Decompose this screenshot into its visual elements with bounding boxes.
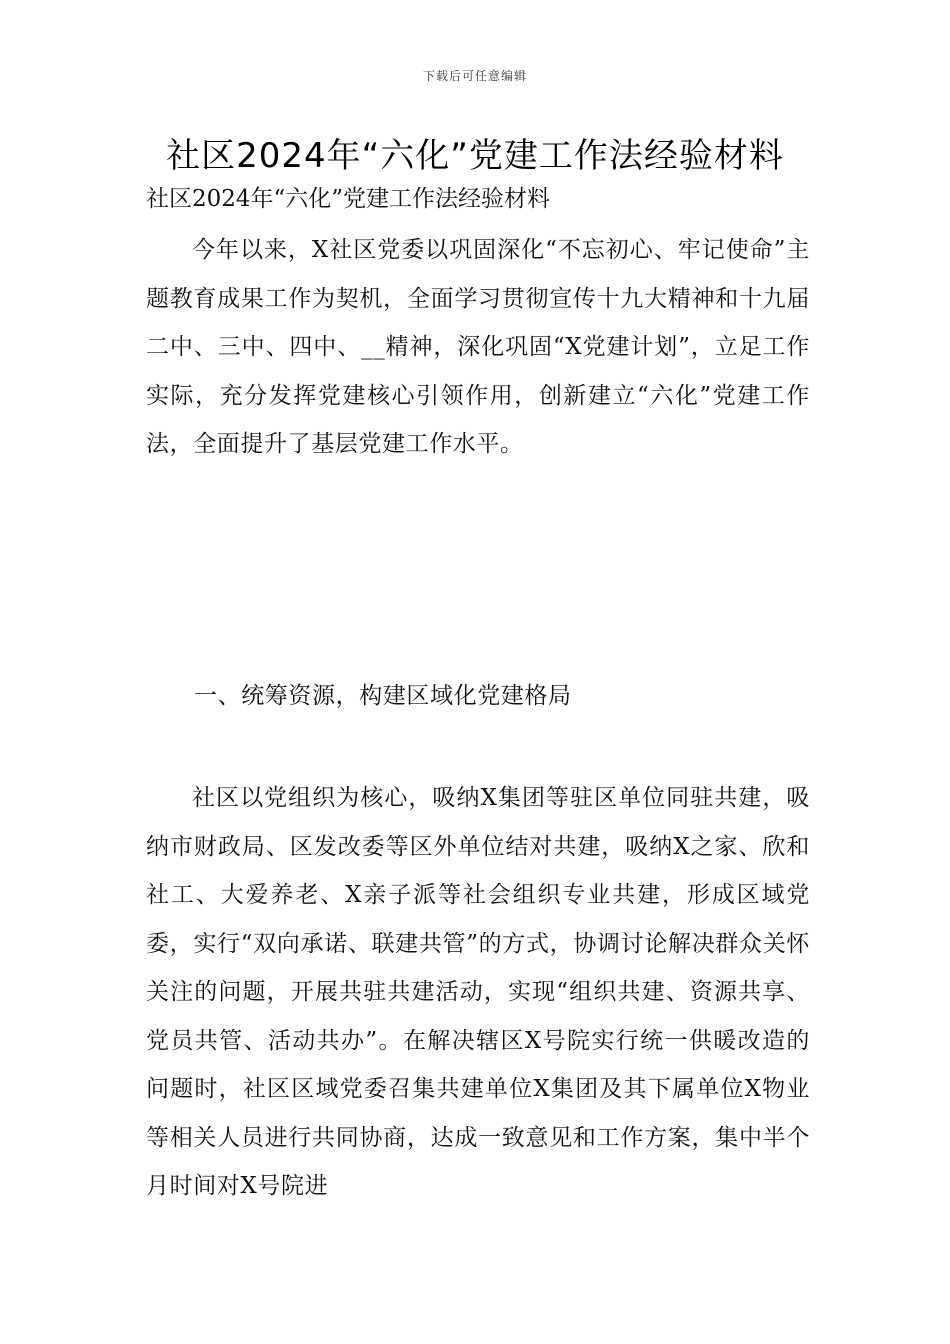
download-note: 下载后可任意编辑 (422, 69, 527, 83)
document-title: 社区2024年“六化”党建工作法经验材料 (166, 136, 784, 176)
section-heading: 一、统筹资源，构建区域化党建格局 (194, 683, 572, 709)
intro-paragraph: 今年以来，X社区党委以巩固深化“不忘初心、牢记使命”主题教育成果工作为契机，全面学习贯彻宣传十九大精神和十九届二中、三中、四中、__精神，深化巩固“X党建计划”，立足工作实际，充分发挥党建核心引领作用，创新建立“六化”党建工作法，全面提升了基层党建工作水平。 (146, 237, 810, 457)
body-paragraph: 社区以党组织为核心，吸纳X集团等驻区单位同驻共建，吸纳市财政局、区发改委等区外单位结对共建，吸纳X之家、欣和社工、大爱养老、X亲子派等社会组织专业共建，形成区域党委，实行“双向承诺、联建共管”的方式，协调讨论解决群众关怀关注的问题，开展共驻共建活动，实现“组织共建、资源共享、党员共管、活动共办”。在解决辖区X号院实行统一供暖改造的问题时，社区区域党委召集共建单位X集团及其下属单位X物业等相关人员进行共同协商，达成一致意见和工作方案，集中半个月时间对X号院进 (146, 785, 810, 1199)
document-subtitle: 社区2024年“六化”党建工作法经验材料 (146, 186, 551, 212)
